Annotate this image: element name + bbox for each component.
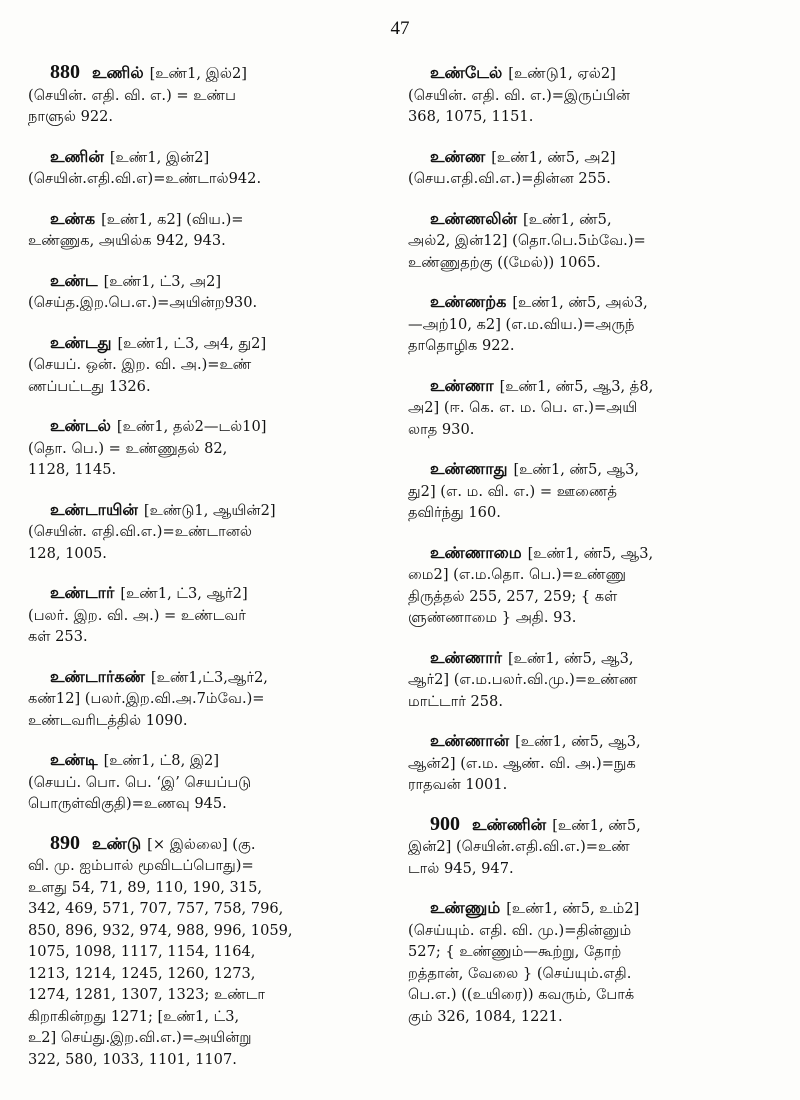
entry-line: [உண்1, ண்5, ஆ3, bbox=[515, 733, 641, 750]
entry-number: 890 bbox=[50, 832, 80, 854]
entry-line: (செய்யும். எதி. வி. மு.)=தின்னும் bbox=[408, 921, 632, 939]
entry-line: உ2] செய்து.இற.வி.எ.)=அயின்று bbox=[28, 1029, 252, 1046]
entry-line: கும் 326, 1084, 1221. bbox=[408, 1007, 563, 1025]
entry-line: ஆர்2] (எ.ம.பலர்.வி.மு.)=உண்ண bbox=[408, 671, 638, 688]
entry-first-line bbox=[28, 332, 390, 355]
entry-line: (செய்த.இற.பெ.எ.)=அயின்ற930. bbox=[28, 294, 258, 311]
entry-line: உளது 54, 71, 89, 110, 190, 315, bbox=[28, 878, 263, 896]
entry-line: (செயின். எதி.வி.எ.)=உண்டானல் bbox=[28, 523, 253, 540]
entry-line: (செய.எதி.வி.எ.)=தின்ன 255. bbox=[408, 170, 611, 187]
entry-line: (செயப். பொ. பெ. ‘இ’ செயப்படு bbox=[28, 773, 252, 791]
headword: உண்ட bbox=[50, 270, 98, 290]
entry-line: 527; { உண்ணும்—கூற்று, தோற் bbox=[408, 943, 622, 960]
entry-first-line bbox=[408, 730, 772, 753]
entry-line: [உண்1, ண்5, உம்2] bbox=[506, 900, 640, 917]
dictionary-entry bbox=[28, 749, 390, 815]
entry-number: 880 bbox=[50, 62, 80, 83]
entry-first-line bbox=[408, 146, 772, 169]
entry-line: வி. மு. ஐம்பால் மூவிடப்பொது)= bbox=[28, 857, 254, 874]
entry-line: ளுண்ணாமை } அதி. 93. bbox=[408, 609, 577, 626]
entry-line: உண்ணுதற்கு ((மேல்)) 1065. bbox=[408, 253, 601, 271]
entry-line: 368, 1075, 1151. bbox=[408, 108, 534, 125]
dictionary-entry bbox=[408, 647, 772, 713]
entry-line: 322, 580, 1033, 1101, 1107. bbox=[28, 1050, 237, 1068]
entry-line: கிறாகின்றது 1271; [உண்1, ட்3, bbox=[28, 1007, 240, 1025]
entry-line: [உண்டு1, ஏல்2] bbox=[508, 65, 616, 82]
entry-line: 342, 469, 571, 707, 757, 758, 796, bbox=[28, 900, 284, 917]
dictionary-entry bbox=[408, 375, 772, 441]
entry-line: [× இல்லை] (கு. bbox=[147, 835, 256, 853]
entry-line: 1075, 1098, 1117, 1154, 1164, bbox=[28, 943, 256, 960]
entry-first-line bbox=[28, 499, 390, 522]
entry-first-line bbox=[28, 270, 390, 293]
dictionary-entry bbox=[28, 666, 390, 732]
entry-line: 128, 1005. bbox=[28, 544, 107, 562]
entry-first-line bbox=[408, 542, 772, 565]
entry-line: [உண்1, ட்3, அ4, து2] bbox=[117, 334, 267, 352]
entry-line: [உண்1, ண்5, ஆ3, த்8, bbox=[499, 377, 654, 395]
entry-line: (செயின்.எதி.வி.எ)=உண்டால்942. bbox=[28, 170, 262, 187]
page-number: 47 bbox=[390, 18, 410, 39]
headword: உண்ண bbox=[430, 146, 486, 166]
entry-line: (செயின். எதி. வி. எ.) = உண்ப bbox=[28, 86, 236, 104]
entry-line: [உண்1, ண்5, அ2] bbox=[491, 148, 616, 166]
entry-line: அல்2, இன்12] (தொ.பெ.5ம்வே.)= bbox=[408, 232, 646, 249]
entry-first-line bbox=[28, 208, 390, 231]
entry-first-line bbox=[28, 62, 390, 85]
entry-line: (பலர். இற. வி. அ.) = உண்டவர் bbox=[28, 606, 246, 624]
headword: உண்ணின் bbox=[472, 814, 547, 834]
entry-line: தாதொழிக 922. bbox=[408, 337, 515, 354]
dictionary-entry bbox=[408, 542, 772, 629]
headword: உணின் bbox=[50, 146, 104, 166]
entry-first-line bbox=[28, 666, 390, 689]
entry-line: ணப்பட்டது 1326. bbox=[28, 377, 151, 395]
entry-line: ஆன்2] (எ.ம. ஆண். வி. அ.)=நுக bbox=[408, 754, 636, 772]
entry-line: அ2] (ஈ. கெ. எ. ம. பெ. எ.)=அயி bbox=[408, 399, 638, 416]
entry-first-line bbox=[408, 814, 772, 837]
entry-line: 1274, 1281, 1307, 1323; உண்டா bbox=[28, 986, 265, 1003]
entry-first-line bbox=[408, 62, 772, 85]
entry-first-line bbox=[408, 458, 772, 481]
dictionary-entry bbox=[28, 415, 390, 481]
dictionary-entry bbox=[408, 730, 772, 796]
entry-line: [உண்1, ண்5, bbox=[523, 210, 612, 228]
entry-number: 900 bbox=[430, 813, 460, 835]
entry-first-line bbox=[408, 208, 772, 231]
dictionary-entry bbox=[28, 270, 390, 314]
headword: உண்ணலின் bbox=[430, 208, 518, 228]
entry-line: மை2] (எ.ம.தொ. பெ.)=உண்ணு bbox=[408, 566, 627, 583]
entry-line: [உண்1, ண்5, bbox=[552, 816, 641, 834]
entry-line: மாட்டார் 258. bbox=[408, 692, 503, 710]
headword: உண்க bbox=[50, 208, 96, 228]
headword: உண்டி bbox=[50, 750, 98, 769]
entry-line: [உண்1,ட்3,ஆர்2, bbox=[150, 668, 268, 686]
headword: உண்ணாமை bbox=[430, 542, 522, 562]
entry-line: திருத்தல் 255, 257, 259; { கள் bbox=[408, 587, 618, 605]
headword: உண்டார்கண் bbox=[50, 666, 145, 686]
headword: உண்ணாது bbox=[430, 459, 508, 478]
entry-first-line bbox=[408, 647, 772, 670]
entry-line: நாளுல் 922. bbox=[28, 108, 114, 125]
headword: உண்ணற்க bbox=[430, 292, 507, 311]
entry-line: லாத 930. bbox=[408, 420, 475, 438]
entry-first-line bbox=[28, 833, 390, 856]
entry-first-line bbox=[28, 415, 390, 438]
entry-line: றத்தான், வேலை } (செய்யும்.எதி. bbox=[408, 964, 632, 982]
entry-line: தவிர்ந்து 160. bbox=[408, 504, 501, 521]
dictionary-entry bbox=[28, 582, 390, 648]
entry-first-line bbox=[28, 749, 390, 772]
dictionary-entry bbox=[28, 208, 390, 252]
headword: உண்டேல் bbox=[430, 63, 503, 82]
entry-line: உண்டவரிடத்தில் 1090. bbox=[28, 711, 188, 729]
dictionary-entry bbox=[28, 62, 390, 128]
dictionary-entry bbox=[28, 833, 390, 1071]
dictionary-entry bbox=[28, 146, 390, 190]
entry-line: 1213, 1214, 1245, 1260, 1273, bbox=[28, 964, 256, 982]
entry-line: 850, 896, 932, 974, 988, 996, 1059, bbox=[28, 921, 293, 939]
entry-line: பெ.எ.) ((உயிரை)) கவரும், போக் bbox=[408, 986, 635, 1003]
entry-line: 1128, 1145. bbox=[28, 461, 117, 478]
headword: உண்டாயின் bbox=[50, 499, 138, 519]
dictionary-entry bbox=[408, 291, 772, 357]
entry-line: [உண்1, க2] (விய.)= bbox=[101, 210, 244, 228]
entry-line: ராதவன் 1001. bbox=[408, 776, 508, 793]
entry-line: [உண்1, ட்8, இ2] bbox=[103, 752, 220, 769]
entry-line: கண்12] (பலர்.இற.வி.அ.7ம்வே.)= bbox=[28, 690, 265, 707]
entry-line: [உண்1, ண்5, அல்3, bbox=[512, 294, 648, 311]
entry-line: [உண்1, ட்3, அ2] bbox=[103, 272, 222, 290]
entry-line: து2] (எ. ம. வி. எ.) = ஊணைத் bbox=[408, 482, 618, 500]
entry-first-line bbox=[408, 375, 772, 398]
headword: உண்டார் bbox=[50, 583, 115, 602]
entry-line: [உண்1, ண்5, ஆ3, bbox=[507, 649, 634, 667]
dictionary-entry bbox=[408, 208, 772, 274]
entry-line: (தொ. பெ.) = உண்ணுதல் 82, bbox=[28, 439, 228, 457]
entry-line: [உண்1, ண்5, ஆ3, bbox=[527, 544, 654, 562]
entry-line: (செயப். ஒன். இற. வி. அ.)=உண் bbox=[28, 356, 252, 373]
left-column bbox=[28, 62, 390, 1088]
headword: உண்ணான் bbox=[430, 731, 510, 750]
headword: உண்டு bbox=[92, 833, 142, 853]
entry-line: கள் 253. bbox=[28, 628, 88, 645]
dictionary-entry bbox=[408, 146, 772, 190]
headword: உண்டது bbox=[50, 332, 112, 352]
entry-first-line bbox=[28, 146, 390, 169]
dictionary-entry bbox=[408, 458, 772, 524]
headword: உண்ணும் bbox=[430, 898, 501, 917]
entry-line: [உண்1, ண்5, ஆ3, bbox=[513, 461, 640, 478]
dictionary-entry bbox=[408, 814, 772, 880]
entry-line: [உண்1, தல்2—டல்10] bbox=[116, 418, 267, 435]
entry-line: பொருள்விகுதி)=உணவு 945. bbox=[28, 795, 227, 812]
headword: உண்ணார் bbox=[430, 647, 502, 667]
entry-line: —அற்10, க2] (எ.ம.விய.)=அருந் bbox=[408, 315, 635, 333]
entry-line: [உண்1, இல்2] bbox=[149, 65, 247, 82]
entry-first-line bbox=[408, 897, 772, 920]
headword: உண்டல் bbox=[50, 416, 111, 435]
entry-line: டால் 945, 947. bbox=[408, 859, 514, 877]
right-column bbox=[408, 62, 772, 1045]
entry-first-line bbox=[28, 582, 390, 605]
headword: உணில் bbox=[92, 63, 144, 82]
entry-line: [உண்1, ட்3, ஆர்2] bbox=[120, 585, 248, 602]
entry-line: உண்ணுக, அயில்க 942, 943. bbox=[28, 232, 226, 249]
dictionary-entry bbox=[28, 332, 390, 398]
entry-line: [உண்டு1, ஆயின்2] bbox=[143, 501, 276, 519]
entry-line: (செயின். எதி. வி. எ.)=இருப்பின் bbox=[408, 86, 631, 104]
entry-line: [உண்1, இன்2] bbox=[109, 148, 210, 166]
entry-first-line bbox=[408, 291, 772, 314]
dictionary-entry bbox=[408, 62, 772, 128]
dictionary-entry bbox=[28, 499, 390, 565]
headword: உண்ணா bbox=[430, 375, 494, 395]
dictionary-entry bbox=[408, 897, 772, 1027]
entry-line: இன்2] (செயின்.எதி.வி.எ.)=உண் bbox=[408, 838, 630, 855]
